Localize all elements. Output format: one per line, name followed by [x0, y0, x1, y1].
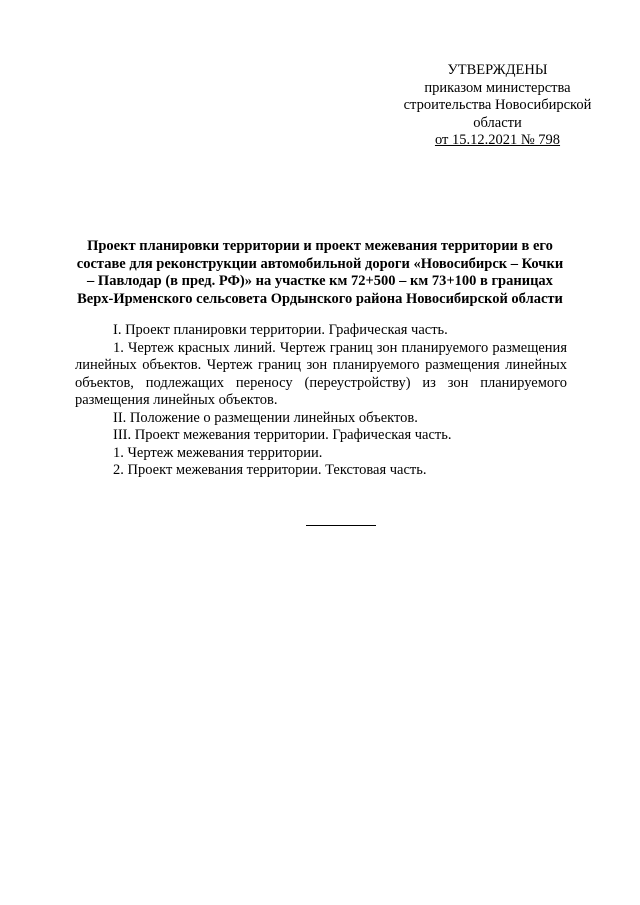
contents-item: III. Проект межевания территории. Графическая часть.: [113, 427, 452, 443]
contents-list: [75, 322, 567, 480]
document-title: Проект планировки территории и проект межевания территории в его составе для реконструкции автомобильной дороги «Новосибирск – Кочки – Павлодар (в пред. РФ)» на участке км 72+500 – км 73+100 в границах Верх-Ирменского сельсовета Ордынского района Новосибирской области: [76, 238, 564, 307]
approval-line-2: строительства Новосибирской: [403, 97, 592, 113]
approval-line-1: приказом министерства: [424, 79, 571, 96]
contents-item: 1. Чертеж красных линий. Чертеж границ зон планируемого размещения линейных объектов. Чертеж границ зон планируемого размещения линейных объектов, подлежащих переносу (переустройству) из зон планируемого размещения линейных объектов.: [75, 339, 567, 408]
contents-item: 1. Чертеж межевания территории.: [113, 444, 323, 461]
approval-date: от 15.12.2021 № 798: [434, 132, 561, 148]
contents-item: II. Положение о размещении линейных объектов.: [113, 409, 418, 426]
approval-stamp: [385, 62, 610, 150]
approval-status: УТВЕРЖДЕНЫ: [447, 62, 548, 78]
closing-divider: [306, 525, 376, 526]
contents-item: I. Проект планировки территории. Графическая часть.: [113, 322, 448, 338]
approval-line-3: области: [473, 114, 522, 131]
contents-item: 2. Проект межевания территории. Текстовая часть.: [113, 462, 427, 478]
